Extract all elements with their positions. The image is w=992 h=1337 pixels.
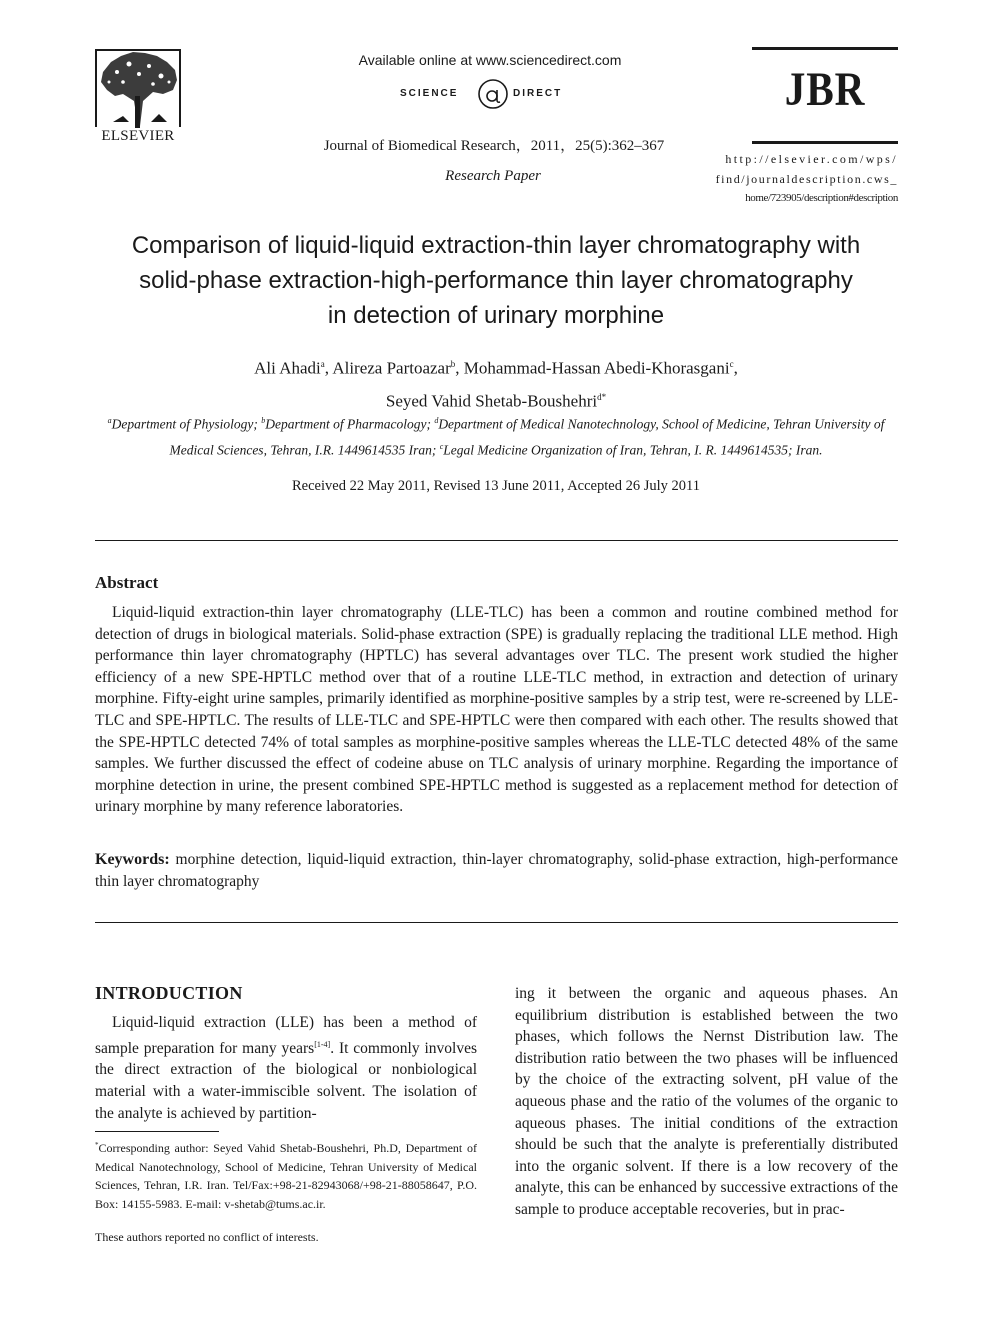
author-separator: , xyxy=(324,358,333,378)
journal-url-line-1[interactable]: http://elsevier.com/wps/ xyxy=(725,152,898,166)
affil-sup: a xyxy=(107,416,112,425)
intro-text: Liquid-liquid extraction (LLE) has been a method of sample preparation for many years xyxy=(95,1014,477,1057)
abstract-body: Liquid-liquid extraction-thin layer chromatography (LLE-TLC) has been a common and routine combined method for detection of drugs in biological materials. Solid-phase extraction (SPE) is gradually replacing the traditional LLE method. High performance thin layer chromatography (HPTLC) has several advantages over TLC. The present work studied the higher efficiency of a new SPE-HPTLC method over that of a routine LLE-TLC method, in extraction and detection of urinary morphine. Fifty-eight urine samples, primarily identified as morphine-positive samples by a strip test, were re-screened by LLE-TLC and SPE-HPTLC. The results of LLE-TLC and SPE-HPTLC were then compared with each other. The results showed that the SPE-HPTLC detected 74% of total samples as morphine-positive samples whereas the LLE-TLC detected 48% of the same samples. We further discussed the effect of codeine abuse on TLC analysis of urinary morphine. Regarding the importance of morphine detection in urine, the present combined SPE-HPTLC method is suggested as a replacement method for detection of urinary morphine by many reference laboratories. xyxy=(95,604,898,816)
title-line: in detection of urinary morphine xyxy=(327,302,665,329)
affiliation: Department of Pharmacology; xyxy=(265,416,435,432)
intro-left-column xyxy=(95,1012,477,1124)
affiliation: Department of Medical Nanotechnology, School of Medicine, Tehran University of Medical Sciences, Tehran, I.R. 1449614535 Iran; xyxy=(169,416,885,457)
journal-citation: Journal of Biomedical Research，2011，25(5):362–367 xyxy=(323,138,665,154)
corresponding-author-footnote xyxy=(95,1136,477,1213)
section-divider xyxy=(95,922,898,923)
affil-sup: c xyxy=(439,441,444,451)
conflict-footnote: These authors reported no conflict of interests. xyxy=(95,1230,319,1244)
keywords-text: morphine detection, liquid-liquid extraction, thin-layer chromatography, solid-phase extraction, high-performance thin layer chromatography xyxy=(95,851,898,890)
author-name: Alireza Partoazar xyxy=(332,358,451,378)
author-name: Ali Ahadi xyxy=(254,358,321,378)
author-affil-sup: a xyxy=(320,359,325,369)
author-affil-sup: c xyxy=(729,359,734,369)
intro-right-column: ing it between the organic and aqueous phases. An equilibrium distribution is established between the two phases, which follows the Nernst Distribution law. The distribution ratio between the two phases will be influenced by the choice of the extracting solvent, pH value of the aqueous phase and the ratio of the volumes of the organic to aqueous phases. The initial conditions of the extraction should be such that the analyte is preferentially distributed into the organic solvent. If there is a low recovery of the analyte, this can be enhanced by successive extractions of the sample to produce acceptable recoveries, but in prac- xyxy=(515,985,898,1218)
keywords-label: Keywords: xyxy=(95,851,170,868)
journal-url-line-2[interactable]: find/journaldescription.cws_ xyxy=(715,172,898,186)
title-line: solid-phase extraction-high-performance thin layer chromatography xyxy=(139,267,853,294)
author-separator: , xyxy=(455,358,464,378)
article-title xyxy=(60,228,932,333)
author-affil-sup: b xyxy=(450,359,456,369)
journal-url-line-3[interactable]: home/723905/description#description xyxy=(745,192,898,204)
sciencedirect-logo-right: DIRECT xyxy=(513,88,563,99)
abstract-heading: Abstract xyxy=(95,573,159,592)
paper-type: Research Paper xyxy=(445,168,541,184)
jbr-top-rule xyxy=(752,47,898,50)
sciencedirect-at-icon xyxy=(476,76,510,112)
sciencedirect-logo-left: SCIENCE xyxy=(400,88,459,99)
publisher-wordmark: ELSEVIER xyxy=(101,128,175,144)
available-online-notice: Available online at www.sciencedirect.com xyxy=(358,52,622,68)
author-affil-sup: d* xyxy=(597,391,607,402)
footnote-rule xyxy=(95,1131,219,1132)
section-divider xyxy=(95,540,898,541)
affil-sup: b xyxy=(261,416,266,425)
received-dates: Received 22 May 2011, Revised 13 June 2011, Accepted 26 July 2011 xyxy=(292,478,700,494)
title-line: Comparison of liquid-liquid extraction-thin layer chromatography with xyxy=(131,232,861,259)
footnote-mark: * xyxy=(95,1141,99,1149)
affil-sup: d xyxy=(434,416,439,425)
affiliation: Legal Medicine Organization of Iran, Tehran, I. R. 1449614535; Iran. xyxy=(443,442,823,457)
jbr-bottom-rule xyxy=(752,141,898,144)
introduction-heading: INTRODUCTION xyxy=(95,983,243,1003)
author-list xyxy=(96,350,896,415)
citation[interactable]: [1-4] xyxy=(314,1039,331,1049)
author-name: Seyed Vahid Shetab-Boushehri xyxy=(385,391,598,411)
journal-logo-jbr: JBR xyxy=(784,63,866,116)
author-separator: , xyxy=(733,358,738,378)
affiliations xyxy=(96,410,896,461)
keywords xyxy=(95,849,898,892)
author-name: Mohammad-Hassan Abedi-Khorasgani xyxy=(463,358,730,378)
intro-text: . It commonly involves the direct extraction of the biological or nonbiological material with a water-immiscible solvent. The isolation of the analyte is achieved by partition- xyxy=(95,1039,477,1122)
affiliation: Department of Physiology; xyxy=(111,416,262,432)
footnote-text: Corresponding author: Seyed Vahid Shetab-Boushehri, Ph.D, Department of Medical Nanotechnology, School of Medicine, Tehran University of Medical Sciences, Tehran, I.R. Iran. Tel/Fax:+98-21-82943068/+98-21-88058647, P.O. Box: 14155-5983. E-mail: v-shetab@tums.ac.ir. xyxy=(95,1141,477,1211)
